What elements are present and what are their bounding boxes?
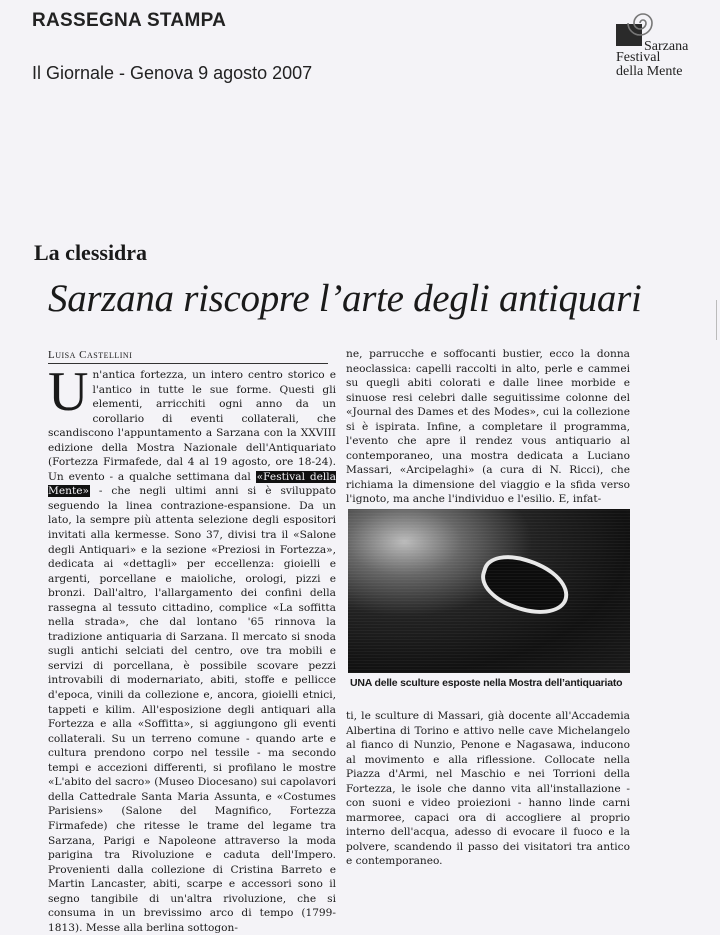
logo-text-festival: [616, 51, 682, 79]
column-3-text: ti, le sculture di Massari, già docente all'Accademia Albertina di Torino e attivo nelle cave Michelangelo al fianco di Nunzio, Penone e Nagasawa, inducono al movimento e alla riflessione. Collocate nella Piazza d'Armi, nel Maschio e nei Torrioni della Fortezza, le isole che danno vita all'installazione - con suoni e video proiezioni - hanno linde carni marmoree, capaci ora di accogliere al proprio interno dell'acqua, adesso di evocare il fuoco e la polvere, scandendo il passo dei visitatori tra antico e contemporaneo.: [346, 710, 630, 868]
article-title: Sarzana riscopre l’arte degli antiquari: [48, 277, 642, 320]
article-kicker: La clessidra: [34, 240, 148, 265]
column-2-text: ne, parrucche e soffocanti bustier, ecco la donna neoclassica: capelli raccolti in alto, perle e cammei su quegli abiti colorati e dalle linee morbide e sinuose resi celebri dalle seguitissime colonne del «Journal des Dames et des Modes», cui la collezione si è ispirata. Infine, a completare il programma, l'evento che apre il rendez vous antiquario al contemporaneo, una mostra dedicata a Luciano Massari, «Arcipelaghi» (a cura di N. Ricci), che richiama la dimensione del viaggio e la sfida verso l'ignoto, ma anche l'individuo e l'esilio. E, infat-: [346, 348, 630, 506]
article-byline: Luisa Castellini: [48, 349, 328, 364]
festival-logo: [612, 4, 712, 82]
spiral-icon: [626, 6, 660, 40]
press-review-heading: RASSEGNA STAMPA: [32, 10, 227, 31]
logo-line-della-mente: della Mente: [616, 64, 683, 79]
photo-halftone: [348, 509, 630, 673]
logo-line-festival: Festival: [616, 50, 661, 65]
article-column-3: [346, 709, 630, 869]
festival-highlight: «Festival della Mente»: [48, 470, 336, 498]
column-1-text: [48, 361, 336, 935]
column-1-text-start: n'antica fortezza, un intero centro storico e l'antico in tutte le sue forme. Questi gli elementi, arricchiti ogni anno da un corollario di eventi collaterali, che scandiscono l'appuntamento a Sarzana con la XXVIII edizione della Mostra Nazionale dell'Antiquariato (Fortezza Firmafede, dal 4 al 19 agosto, ore 18-24). Un evento - a qualche settimana dal: [48, 369, 336, 483]
article-column-1: [48, 361, 336, 935]
scan-mark: [716, 300, 717, 340]
column-1-text-rest: - che negli ultimi anni si è sviluppato seguendo la linea contrazione-espansione. Da un lato, la sempre più attenta selezione degli espositori invitati alla kermesse. Sono 37, divisi tra il «Salone degli Antiquari» e la sezione «Preziosi in Fortezza», dedicata ai «dettagli» per eccellenza: gioielli e argenti, porcellane e maioliche, orologi, pizzi e bronzi. Dall'altro, l'allargamento dei confini della rassegna al tessuto cittadino, complice «La soffitta nella strada», che dal lontano '65 rinnova la tradizione antiquaria di Sarzana. Il mercato si snoda sugli antichi selciati del centro, ove tra mobili e servizi di porcellana, è possibile scovare pezzi introvabili di modernariato, abiti, stoffe e pellicce d'epoca, vinili da collezione e, ancora, gioielli etnici, tappeti e kilim. All'esposizione degli antiquari alla Fortezza e alla «Soffitta», si aggiungono gli eventi collaterali. Su un terreno comune - quando arte e cultura prendono corpo nel tessile - ma secondo tempi e accezioni differenti, si profilano le mostre «L'abito del sacro» (Museo Diocesano) sui capolavori della Cattedrale Santa Maria Assunta, e «Costumes Parisiens» (Salone del Magnifico, Fortezza Firmafede) che ritesse le trame del legame tra Sarzana, Parigi e Napoleone attraverso la moda parigina tra Rivoluzione e caduta dell'Impero. Provenienti dalla collezione di Cristina Barreto e Martin Lancaster, abiti, scarpe e accessori sono il segno tangibile di un'altra rivoluzione, che si consuma in un brevissimo arco di tempo (1799-1813). Messe alla berlina sottogon-: [48, 485, 336, 934]
photo-caption: UNA delle sculture esposte nella Mostra dell’antiquariato: [350, 677, 623, 689]
article-column-2: [346, 347, 630, 507]
drop-cap: U: [48, 361, 89, 423]
sculpture-photo: [348, 509, 630, 673]
logo-text-sarzana: Sarzana: [644, 39, 689, 54]
newspaper-source-date: Il Giornale - Genova 9 agosto 2007: [32, 63, 313, 83]
